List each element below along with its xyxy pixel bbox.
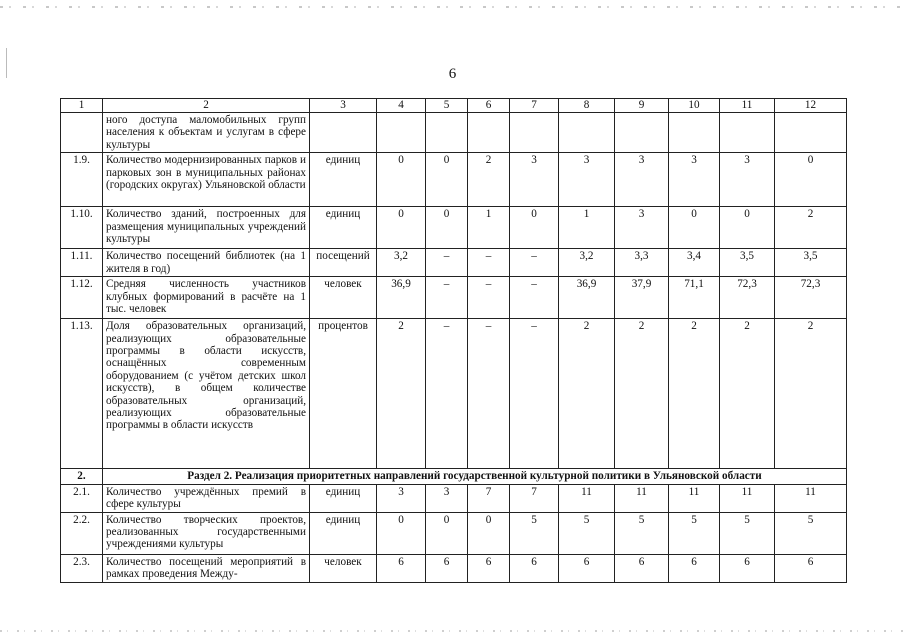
column-number-row: [61, 99, 847, 113]
value-cell: 71,1: [669, 277, 720, 319]
value-cell: 0: [426, 207, 468, 249]
section-number: 2.: [61, 469, 103, 484]
value-cell: 6: [426, 554, 468, 582]
value-cell: [775, 113, 847, 153]
row-number: 1.9.: [61, 153, 103, 207]
value-cell: 3: [559, 153, 615, 207]
value-cell: –: [510, 249, 559, 277]
value-cell: –: [510, 319, 559, 469]
col-header: 11: [720, 99, 775, 113]
value-cell: 11: [775, 484, 847, 512]
value-cell: 11: [720, 484, 775, 512]
indicators-table: [60, 98, 847, 583]
value-cell: 6: [468, 554, 510, 582]
col-header: 2: [103, 99, 310, 113]
value-cell: –: [468, 319, 510, 469]
value-cell: [669, 113, 720, 153]
value-cell: 6: [669, 554, 720, 582]
unit: человек: [310, 554, 377, 582]
value-cell: 5: [615, 512, 669, 554]
value-cell: 3: [426, 484, 468, 512]
value-cell: 2: [669, 319, 720, 469]
unit: единиц: [310, 153, 377, 207]
table-row: [61, 484, 847, 512]
indicator-name: Количество посещений мероприятий в рамках проведения Между-: [103, 554, 310, 582]
value-cell: 6: [510, 554, 559, 582]
value-cell: 6: [559, 554, 615, 582]
value-cell: –: [426, 249, 468, 277]
value-cell: 0: [720, 207, 775, 249]
value-cell: 3: [720, 153, 775, 207]
value-cell: 3,2: [377, 249, 426, 277]
col-header: 4: [377, 99, 426, 113]
unit: посещений: [310, 249, 377, 277]
value-cell: 3,4: [669, 249, 720, 277]
scan-edge-top: [0, 6, 905, 8]
indicator-name: Средняя численность участников клубных формирований в расчёте на 1 тыс. человек: [103, 277, 310, 319]
value-cell: 5: [669, 512, 720, 554]
value-cell: 3: [669, 153, 720, 207]
value-cell: [377, 113, 426, 153]
table-row: [61, 249, 847, 277]
row-number: 1.12.: [61, 277, 103, 319]
unit: [310, 113, 377, 153]
value-cell: 0: [669, 207, 720, 249]
table-row: [61, 207, 847, 249]
unit: процентов: [310, 319, 377, 469]
value-cell: 11: [669, 484, 720, 512]
value-cell: 3: [615, 207, 669, 249]
value-cell: –: [468, 249, 510, 277]
table-row: [61, 319, 847, 469]
value-cell: 0: [426, 153, 468, 207]
value-cell: 7: [468, 484, 510, 512]
value-cell: [426, 113, 468, 153]
value-cell: [468, 113, 510, 153]
indicator-name: Количество творческих проектов, реализованных государственными учреждениями культуры: [103, 512, 310, 554]
section-title: Раздел 2. Реализация приоритетных направлений государственной культурной политики в Ульяновской области: [103, 469, 847, 484]
value-cell: –: [468, 277, 510, 319]
table-row: [61, 113, 847, 153]
table-row: [61, 277, 847, 319]
value-cell: 0: [510, 207, 559, 249]
indicator-name: ного доступа маломобильных групп населения к объектам и услугам в сфере культуры: [103, 113, 310, 153]
value-cell: 0: [426, 512, 468, 554]
indicator-name: Количество модернизированных парков и парковых зон в муниципальных районах (городских округах) Ульяновской области: [103, 153, 310, 207]
value-cell: [615, 113, 669, 153]
unit: единиц: [310, 484, 377, 512]
section-row: [61, 469, 847, 484]
value-cell: –: [510, 277, 559, 319]
table-row: [61, 153, 847, 207]
value-cell: 11: [559, 484, 615, 512]
value-cell: 3: [510, 153, 559, 207]
value-cell: 2: [377, 319, 426, 469]
col-header: 9: [615, 99, 669, 113]
value-cell: [559, 113, 615, 153]
value-cell: 36,9: [559, 277, 615, 319]
row-number: 2.3.: [61, 554, 103, 582]
unit: единиц: [310, 512, 377, 554]
value-cell: 6: [615, 554, 669, 582]
scan-edge-bottom: [0, 630, 905, 632]
value-cell: –: [426, 319, 468, 469]
col-header: 1: [61, 99, 103, 113]
col-header: 10: [669, 99, 720, 113]
indicator-name: Количество учреждённых премий в сфере культуры: [103, 484, 310, 512]
value-cell: 2: [468, 153, 510, 207]
value-cell: 36,9: [377, 277, 426, 319]
indicator-name: Количество зданий, построенных для размещения муниципальных учреждений культуры: [103, 207, 310, 249]
value-cell: 5: [775, 512, 847, 554]
page-number: 6: [448, 66, 457, 82]
value-cell: 72,3: [775, 277, 847, 319]
value-cell: 1: [559, 207, 615, 249]
value-cell: 0: [775, 153, 847, 207]
value-cell: 3,5: [775, 249, 847, 277]
value-cell: 0: [377, 207, 426, 249]
row-number: 1.11.: [61, 249, 103, 277]
value-cell: 3: [377, 484, 426, 512]
unit: единиц: [310, 207, 377, 249]
row-number: 2.1.: [61, 484, 103, 512]
table-row: [61, 512, 847, 554]
value-cell: –: [426, 277, 468, 319]
value-cell: 2: [559, 319, 615, 469]
value-cell: 3: [615, 153, 669, 207]
indicator-name: Доля образовательных организаций, реализующих образовательные программы в области искусств, оснащённых современным оборудованием (с учётом детских школ искусств), в общем количестве образовательных организаций, реализующих образовательные программы в области искусств: [103, 319, 310, 469]
row-number: 1.10.: [61, 207, 103, 249]
value-cell: 2: [720, 319, 775, 469]
row-number: 2.2.: [61, 512, 103, 554]
table-row: [61, 554, 847, 582]
value-cell: 0: [468, 512, 510, 554]
value-cell: [510, 113, 559, 153]
value-cell: 0: [377, 512, 426, 554]
value-cell: 2: [775, 207, 847, 249]
value-cell: 5: [720, 512, 775, 554]
row-number: 1.13.: [61, 319, 103, 469]
col-header: 12: [775, 99, 847, 113]
value-cell: 7: [510, 484, 559, 512]
col-header: 6: [468, 99, 510, 113]
value-cell: 3,2: [559, 249, 615, 277]
value-cell: 3,3: [615, 249, 669, 277]
indicator-name: Количество посещений библиотек (на 1 жителя в год): [103, 249, 310, 277]
value-cell: 37,9: [615, 277, 669, 319]
value-cell: 6: [377, 554, 426, 582]
value-cell: 72,3: [720, 277, 775, 319]
value-cell: [720, 113, 775, 153]
col-header: 5: [426, 99, 468, 113]
col-header: 3: [310, 99, 377, 113]
unit: человек: [310, 277, 377, 319]
value-cell: 6: [720, 554, 775, 582]
value-cell: 0: [377, 153, 426, 207]
col-header: 8: [559, 99, 615, 113]
value-cell: 2: [775, 319, 847, 469]
value-cell: 2: [615, 319, 669, 469]
value-cell: 6: [775, 554, 847, 582]
col-header: 7: [510, 99, 559, 113]
value-cell: 5: [559, 512, 615, 554]
value-cell: 5: [510, 512, 559, 554]
value-cell: 3,5: [720, 249, 775, 277]
value-cell: 1: [468, 207, 510, 249]
row-number: [61, 113, 103, 153]
value-cell: 11: [615, 484, 669, 512]
